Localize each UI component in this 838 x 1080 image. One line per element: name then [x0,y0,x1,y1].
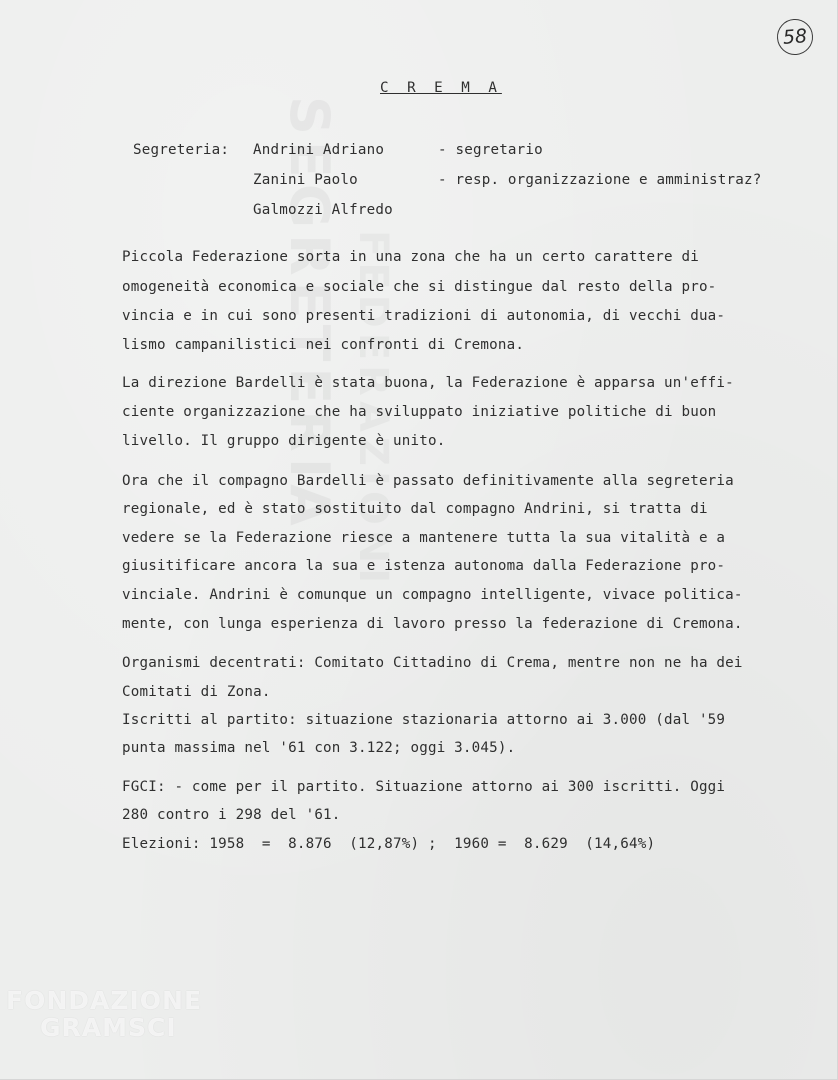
watermark-line-1: FONDAZIONE [6,986,203,1015]
document-title: C R E M A [380,80,502,96]
segreteria-member-role: - segretario [438,142,543,158]
body-line: Piccola Federazione sorta in una zona che ha un certo carattere di [122,249,699,265]
body-line: lismo campanilistici nei confronti di Cremona. [122,337,525,353]
body-line: FGCI: - come per il partito. Situazione attorno ai 300 iscritti. Oggi [122,779,726,795]
body-line: 280 contro i 298 del '61. [122,807,341,823]
body-line: punta massima nel '61 con 3.122; oggi 3.045). [122,740,516,756]
body-line: mente, con lunga esperienza di lavoro presso la federazione di Cremona. [122,616,743,632]
body-line: Elezioni: 1958 = 8.876 (12,87%) ; 1960 = 8.629 (14,64%) [122,836,656,852]
body-line: Iscritti al partito: situazione stazionaria attorno ai 3.000 (dal '59 [122,712,726,728]
segreteria-member-role: - resp. organizzazione e amministraz? [438,172,762,188]
body-line: vincia e in cui sono presenti tradizioni di autonomia, di vecchi dua- [122,308,726,324]
segreteria-member-name: Galmozzi Alfredo [253,202,393,218]
body-line: Comitati di Zona. [122,684,271,700]
body-line: vinciale. Andrini è comunque un compagno intelligente, vivace politica- [122,587,743,603]
page-number: 58 [776,18,814,56]
body-line: livello. Il gruppo dirigente è unito. [122,433,446,449]
body-line: omogeneità economica e sociale che si distingue dal resto della pro- [122,279,717,295]
body-line: vedere se la Federazione riesce a mantenere tutta la sua vitalità e a [122,530,726,546]
segreteria-label: Segreteria: [133,142,230,158]
body-line: regionale, ed è stato sostituito dal compagno Andrini, si tratta di [122,501,708,517]
fondazione-gramsci-watermark [6,988,202,1040]
body-line: La direzione Bardelli è stata buona, la Federazione è apparsa un'effi- [122,375,734,391]
segreteria-member-name: Andrini Adriano [253,142,385,158]
body-line: giusitificare ancora la sua e istenza autonoma dalla Federazione pro- [122,558,726,574]
segreteria-member-name: Zanini Paolo [253,172,358,188]
body-line: Ora che il compagno Bardelli è passato definitivamente alla segreteria [122,473,734,489]
watermark-line-2: GRAMSCI [40,1013,177,1042]
body-line: Organismi decentrati: Comitato Cittadino di Crema, mentre non ne ha dei [122,655,743,671]
body-line: ciente organizzazione che ha sviluppato iniziative politiche di buon [122,404,717,420]
